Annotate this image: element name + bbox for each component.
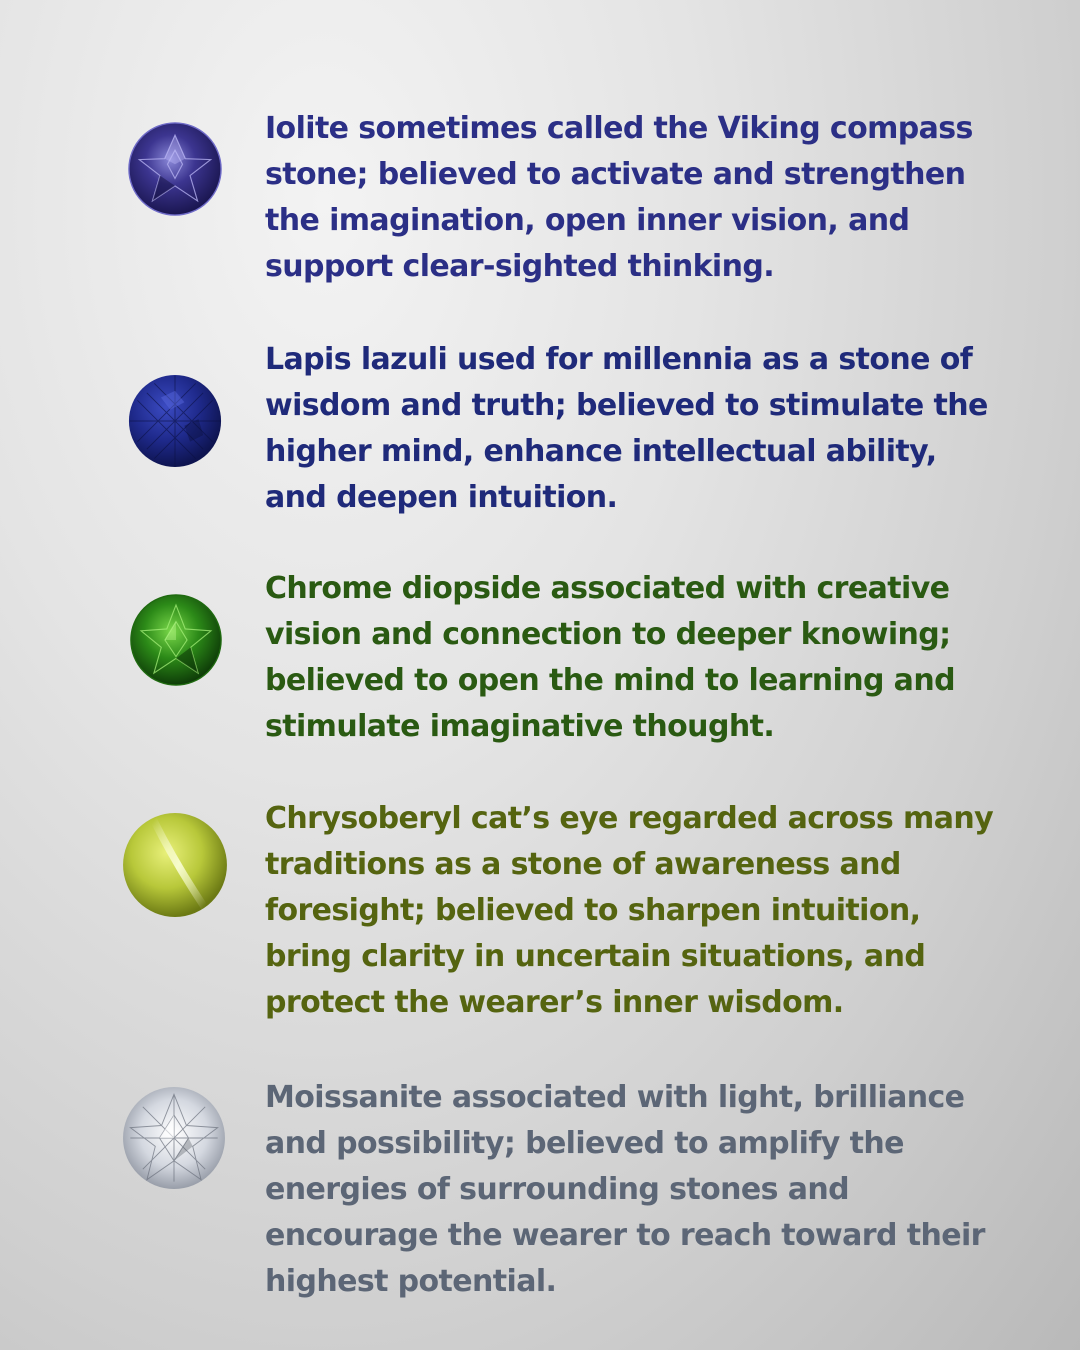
moissanite-description: Moissanite associated with light, brilliance and possibility; believed to amplify the energies of surrounding stones and encourage the wearer to reach toward their highest potential. [265, 1080, 985, 1299]
lapis-lazuli-description: Lapis lazuli used for millennia as a stone of wisdom and truth; believed to stimulate the higher mind, enhance intellectual ability, and deepen intuition. [265, 342, 988, 515]
chrome-diopside-description: Chrome diopside associated with creative vision and connection to deeper knowing; believed to open the mind to learning and stimulate imaginative thought. [265, 571, 955, 744]
iolite-description: Iolite sometimes called the Viking compass stone; believed to activate and strengthen the imagination, open inner vision, and support clear-sighted thinking. [265, 111, 973, 284]
moissanite-gem-icon [122, 1086, 226, 1190]
lapis-lazuli-gem-icon [128, 374, 222, 468]
chrysoberyl-gem-icon [122, 812, 228, 918]
chrysoberyl-description: Chrysoberyl cat’s eye regarded across many traditions as a stone of awareness and foresight; believed to sharpen intuition, bring clarity in uncertain situations, and protect the wearer’s inner wisdom. [265, 801, 994, 1020]
chrome-diopside-gem-icon [130, 594, 222, 686]
iolite-gem-icon [128, 122, 222, 216]
